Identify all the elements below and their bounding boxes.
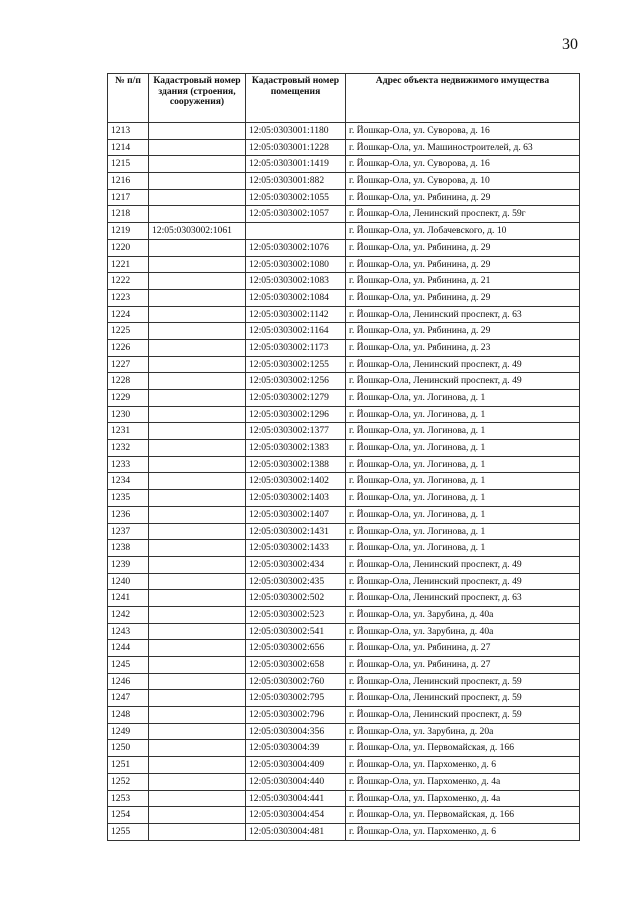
address-cell: г. Йошкар-Ола, ул. Логинова, д. 1 bbox=[346, 406, 580, 423]
building-cadastral-cell bbox=[149, 740, 246, 757]
room-cadastral-cell: 12:05:0303002:1057 bbox=[246, 206, 346, 223]
room-cadastral-cell: 12:05:0303002:1142 bbox=[246, 306, 346, 323]
row-number-cell: 1217 bbox=[108, 189, 149, 206]
address-cell: г. Йошкар-Ола, ул. Суворова, д. 16 bbox=[346, 156, 580, 173]
room-cadastral-cell: 12:05:0303002:541 bbox=[246, 623, 346, 640]
building-cadastral-cell bbox=[149, 406, 246, 423]
table-row bbox=[108, 807, 580, 824]
row-number-cell: 1215 bbox=[108, 156, 149, 173]
table-row bbox=[108, 707, 580, 724]
building-cadastral-cell bbox=[149, 206, 246, 223]
table-row bbox=[108, 690, 580, 707]
table-row bbox=[108, 123, 580, 140]
room-cadastral-cell: 12:05:0303002:1083 bbox=[246, 273, 346, 290]
table-row bbox=[108, 289, 580, 306]
address-cell: г. Йошкар-Ола, ул. Логинова, д. 1 bbox=[346, 506, 580, 523]
table-row bbox=[108, 757, 580, 774]
room-cadastral-cell: 12:05:0303002:656 bbox=[246, 640, 346, 657]
table-row bbox=[108, 189, 580, 206]
building-cadastral-cell bbox=[149, 673, 246, 690]
address-cell: г. Йошкар-Ола, ул. Рябинина, д. 21 bbox=[346, 273, 580, 290]
room-cadastral-cell: 12:05:0303002:1296 bbox=[246, 406, 346, 423]
address-cell: г. Йошкар-Ола, ул. Суворова, д. 16 bbox=[346, 123, 580, 140]
building-cadastral-cell bbox=[149, 456, 246, 473]
address-cell: г. Йошкар-Ола, ул. Логинова, д. 1 bbox=[346, 540, 580, 557]
address-cell: г. Йошкар-Ола, ул. Пархоменко, д. 6 bbox=[346, 823, 580, 840]
address-cell: г. Йошкар-Ола, ул. Рябинина, д. 29 bbox=[346, 289, 580, 306]
room-cadastral-cell: 12:05:0303002:795 bbox=[246, 690, 346, 707]
table-row bbox=[108, 356, 580, 373]
address-cell: г. Йошкар-Ола, Ленинский проспект, д. 63 bbox=[346, 590, 580, 607]
row-number-cell: 1244 bbox=[108, 640, 149, 657]
row-number-cell: 1231 bbox=[108, 423, 149, 440]
room-cadastral-cell: 12:05:0303002:1084 bbox=[246, 289, 346, 306]
address-cell: г. Йошкар-Ола, ул. Рябинина, д. 27 bbox=[346, 640, 580, 657]
address-cell: г. Йошкар-Ола, ул. Логинова, д. 1 bbox=[346, 523, 580, 540]
building-cadastral-cell bbox=[149, 723, 246, 740]
room-cadastral-cell: 12:05:0303002:1388 bbox=[246, 456, 346, 473]
row-number-cell: 1255 bbox=[108, 823, 149, 840]
row-number-cell: 1235 bbox=[108, 490, 149, 507]
row-number-cell: 1220 bbox=[108, 239, 149, 256]
row-number-cell: 1237 bbox=[108, 523, 149, 540]
room-cadastral-cell: 12:05:0303002:523 bbox=[246, 606, 346, 623]
room-cadastral-cell: 12:05:0303002:1407 bbox=[246, 506, 346, 523]
building-cadastral-cell bbox=[149, 339, 246, 356]
row-number-cell: 1233 bbox=[108, 456, 149, 473]
building-cadastral-cell bbox=[149, 239, 246, 256]
table-row bbox=[108, 657, 580, 674]
table-row bbox=[108, 273, 580, 290]
row-number-cell: 1236 bbox=[108, 506, 149, 523]
room-cadastral-cell: 12:05:0303002:1255 bbox=[246, 356, 346, 373]
table-row bbox=[108, 490, 580, 507]
room-cadastral-cell: 12:05:0303004:356 bbox=[246, 723, 346, 740]
address-cell: г. Йошкар-Ола, ул. Пархоменко, д. 6 bbox=[346, 757, 580, 774]
table-row bbox=[108, 306, 580, 323]
row-number-cell: 1230 bbox=[108, 406, 149, 423]
address-cell: г. Йошкар-Ола, ул. Пархоменко, д. 4а bbox=[346, 773, 580, 790]
address-cell: г. Йошкар-Ола, ул. Логинова, д. 1 bbox=[346, 473, 580, 490]
table-row bbox=[108, 423, 580, 440]
building-cadastral-cell bbox=[149, 573, 246, 590]
room-cadastral-cell: 12:05:0303002:1383 bbox=[246, 440, 346, 457]
address-cell: г. Йошкар-Ола, ул. Зарубина, д. 20а bbox=[346, 723, 580, 740]
table-row bbox=[108, 139, 580, 156]
address-cell: г. Йошкар-Ола, ул. Рябинина, д. 29 bbox=[346, 239, 580, 256]
table-row bbox=[108, 406, 580, 423]
building-cadastral-cell bbox=[149, 423, 246, 440]
row-number-cell: 1252 bbox=[108, 773, 149, 790]
room-cadastral-cell: 12:05:0303002:502 bbox=[246, 590, 346, 607]
row-number-cell: 1225 bbox=[108, 323, 149, 340]
table-row bbox=[108, 256, 580, 273]
address-cell: г. Йошкар-Ола, ул. Зарубина, д. 40а bbox=[346, 623, 580, 640]
room-cadastral-cell: 12:05:0303002:1402 bbox=[246, 473, 346, 490]
building-cadastral-cell bbox=[149, 590, 246, 607]
building-cadastral-cell bbox=[149, 523, 246, 540]
row-number-cell: 1222 bbox=[108, 273, 149, 290]
address-cell: г. Йошкар-Ола, Ленинский проспект, д. 49 bbox=[346, 573, 580, 590]
room-cadastral-cell: 12:05:0303001:882 bbox=[246, 173, 346, 190]
room-cadastral-cell: 12:05:0303004:454 bbox=[246, 807, 346, 824]
building-cadastral-cell bbox=[149, 123, 246, 140]
table-row bbox=[108, 373, 580, 390]
building-cadastral-cell bbox=[149, 139, 246, 156]
header-room-cadastral: Кадастровый номер помещения bbox=[246, 74, 346, 123]
room-cadastral-cell: 12:05:0303002:1431 bbox=[246, 523, 346, 540]
building-cadastral-cell bbox=[149, 356, 246, 373]
row-number-cell: 1213 bbox=[108, 123, 149, 140]
room-cadastral-cell: 12:05:0303002:434 bbox=[246, 556, 346, 573]
address-cell: г. Йошкар-Ола, ул. Логинова, д. 1 bbox=[346, 423, 580, 440]
address-cell: г. Йошкар-Ола, ул. Рябинина, д. 29 bbox=[346, 189, 580, 206]
table-row bbox=[108, 339, 580, 356]
room-cadastral-cell: 12:05:0303002:1377 bbox=[246, 423, 346, 440]
table-row bbox=[108, 640, 580, 657]
building-cadastral-cell bbox=[149, 757, 246, 774]
room-cadastral-cell: 12:05:0303002:1055 bbox=[246, 189, 346, 206]
row-number-cell: 1227 bbox=[108, 356, 149, 373]
table-row bbox=[108, 473, 580, 490]
table-row bbox=[108, 390, 580, 407]
building-cadastral-cell bbox=[149, 390, 246, 407]
building-cadastral-cell bbox=[149, 540, 246, 557]
row-number-cell: 1221 bbox=[108, 256, 149, 273]
address-cell: г. Йошкар-Ола, ул. Пархоменко, д. 4а bbox=[346, 790, 580, 807]
table-row bbox=[108, 540, 580, 557]
row-number-cell: 1254 bbox=[108, 807, 149, 824]
building-cadastral-cell bbox=[149, 773, 246, 790]
room-cadastral-cell: 12:05:0303002:435 bbox=[246, 573, 346, 590]
building-cadastral-cell bbox=[149, 707, 246, 724]
row-number-cell: 1214 bbox=[108, 139, 149, 156]
building-cadastral-cell bbox=[149, 506, 246, 523]
building-cadastral-cell bbox=[149, 606, 246, 623]
table-row bbox=[108, 223, 580, 240]
address-cell: г. Йошкар-Ола, ул. Логинова, д. 1 bbox=[346, 440, 580, 457]
address-cell: г. Йошкар-Ола, ул. Зарубина, д. 40а bbox=[346, 606, 580, 623]
building-cadastral-cell bbox=[149, 306, 246, 323]
building-cadastral-cell bbox=[149, 256, 246, 273]
address-cell: г. Йошкар-Ола, ул. Рябинина, д. 29 bbox=[346, 256, 580, 273]
table-row bbox=[108, 790, 580, 807]
table-row bbox=[108, 323, 580, 340]
building-cadastral-cell bbox=[149, 657, 246, 674]
table-row bbox=[108, 556, 580, 573]
row-number-cell: 1234 bbox=[108, 473, 149, 490]
address-cell: г. Йошкар-Ола, ул. Лобачевского, д. 10 bbox=[346, 223, 580, 240]
row-number-cell: 1248 bbox=[108, 707, 149, 724]
building-cadastral-cell bbox=[149, 273, 246, 290]
building-cadastral-cell bbox=[149, 173, 246, 190]
table-row bbox=[108, 440, 580, 457]
address-cell: г. Йошкар-Ола, Ленинский проспект, д. 49 bbox=[346, 556, 580, 573]
table-row bbox=[108, 523, 580, 540]
address-cell: г. Йошкар-Ола, ул. Логинова, д. 1 bbox=[346, 390, 580, 407]
room-cadastral-cell: 12:05:0303002:1279 bbox=[246, 390, 346, 407]
header-num: № п/п bbox=[108, 74, 149, 123]
address-cell: г. Йошкар-Ола, Ленинский проспект, д. 59 bbox=[346, 690, 580, 707]
row-number-cell: 1246 bbox=[108, 673, 149, 690]
page-number: 30 bbox=[562, 36, 578, 53]
header-address: Адрес объекта недвижимого имущества bbox=[346, 74, 580, 123]
building-cadastral-cell bbox=[149, 690, 246, 707]
building-cadastral-cell bbox=[149, 289, 246, 306]
property-registry-table bbox=[107, 73, 580, 841]
address-cell: г. Йошкар-Ола, ул. Логинова, д. 1 bbox=[346, 490, 580, 507]
building-cadastral-cell bbox=[149, 156, 246, 173]
table-row bbox=[108, 823, 580, 840]
building-cadastral-cell bbox=[149, 823, 246, 840]
table-row bbox=[108, 623, 580, 640]
address-cell: г. Йошкар-Ола, Ленинский проспект, д. 59г bbox=[346, 206, 580, 223]
row-number-cell: 1251 bbox=[108, 757, 149, 774]
building-cadastral-cell bbox=[149, 556, 246, 573]
row-number-cell: 1223 bbox=[108, 289, 149, 306]
building-cadastral-cell bbox=[149, 189, 246, 206]
address-cell: г. Йошкар-Ола, Ленинский проспект, д. 49 bbox=[346, 356, 580, 373]
address-cell: г. Йошкар-Ола, Ленинский проспект, д. 49 bbox=[346, 373, 580, 390]
building-cadastral-cell bbox=[149, 473, 246, 490]
row-number-cell: 1228 bbox=[108, 373, 149, 390]
address-cell: г. Йошкар-Ола, ул. Рябинина, д. 27 bbox=[346, 657, 580, 674]
table-row bbox=[108, 606, 580, 623]
row-number-cell: 1240 bbox=[108, 573, 149, 590]
table-row bbox=[108, 456, 580, 473]
table-row bbox=[108, 573, 580, 590]
address-cell: г. Йошкар-Ола, Ленинский проспект, д. 59 bbox=[346, 707, 580, 724]
room-cadastral-cell: 12:05:0303002:1076 bbox=[246, 239, 346, 256]
room-cadastral-cell: 12:05:0303004:441 bbox=[246, 790, 346, 807]
table-row bbox=[108, 773, 580, 790]
address-cell: г. Йошкар-Ола, ул. Логинова, д. 1 bbox=[346, 456, 580, 473]
room-cadastral-cell: 12:05:0303004:409 bbox=[246, 757, 346, 774]
row-number-cell: 1238 bbox=[108, 540, 149, 557]
room-cadastral-cell: 12:05:0303002:1433 bbox=[246, 540, 346, 557]
building-cadastral-cell: 12:05:0303002:1061 bbox=[149, 223, 246, 240]
row-number-cell: 1218 bbox=[108, 206, 149, 223]
building-cadastral-cell bbox=[149, 373, 246, 390]
row-number-cell: 1216 bbox=[108, 173, 149, 190]
row-number-cell: 1241 bbox=[108, 590, 149, 607]
building-cadastral-cell bbox=[149, 323, 246, 340]
row-number-cell: 1239 bbox=[108, 556, 149, 573]
address-cell: г. Йошкар-Ола, Ленинский проспект, д. 59 bbox=[346, 673, 580, 690]
building-cadastral-cell bbox=[149, 623, 246, 640]
room-cadastral-cell: 12:05:0303002:760 bbox=[246, 673, 346, 690]
room-cadastral-cell: 12:05:0303001:1419 bbox=[246, 156, 346, 173]
room-cadastral-cell: 12:05:0303002:658 bbox=[246, 657, 346, 674]
building-cadastral-cell bbox=[149, 790, 246, 807]
room-cadastral-cell: 12:05:0303001:1228 bbox=[246, 139, 346, 156]
row-number-cell: 1249 bbox=[108, 723, 149, 740]
address-cell: г. Йошкар-Ола, ул. Рябинина, д. 29 bbox=[346, 323, 580, 340]
address-cell: г. Йошкар-Ола, ул. Первомайская, д. 166 bbox=[346, 740, 580, 757]
table-header-row bbox=[108, 74, 580, 123]
table-row bbox=[108, 239, 580, 256]
table-row bbox=[108, 673, 580, 690]
row-number-cell: 1219 bbox=[108, 223, 149, 240]
table-row bbox=[108, 156, 580, 173]
room-cadastral-cell: 12:05:0303002:1256 bbox=[246, 373, 346, 390]
table-body bbox=[108, 123, 580, 841]
building-cadastral-cell bbox=[149, 807, 246, 824]
building-cadastral-cell bbox=[149, 440, 246, 457]
address-cell: г. Йошкар-Ола, Ленинский проспект, д. 63 bbox=[346, 306, 580, 323]
row-number-cell: 1242 bbox=[108, 606, 149, 623]
row-number-cell: 1253 bbox=[108, 790, 149, 807]
address-cell: г. Йошкар-Ола, ул. Рябинина, д. 23 bbox=[346, 339, 580, 356]
room-cadastral-cell: 12:05:0303002:796 bbox=[246, 707, 346, 724]
row-number-cell: 1224 bbox=[108, 306, 149, 323]
row-number-cell: 1229 bbox=[108, 390, 149, 407]
table-row bbox=[108, 740, 580, 757]
address-cell: г. Йошкар-Ола, ул. Первомайская, д. 166 bbox=[346, 807, 580, 824]
building-cadastral-cell bbox=[149, 640, 246, 657]
room-cadastral-cell: 12:05:0303002:1164 bbox=[246, 323, 346, 340]
room-cadastral-cell: 12:05:0303004:481 bbox=[246, 823, 346, 840]
row-number-cell: 1243 bbox=[108, 623, 149, 640]
table-row bbox=[108, 723, 580, 740]
header-building-cadastral: Кадастровый номер здания (строения, сооружения) bbox=[149, 74, 246, 123]
room-cadastral-cell: 12:05:0303004:39 bbox=[246, 740, 346, 757]
room-cadastral-cell bbox=[246, 223, 346, 240]
room-cadastral-cell: 12:05:0303002:1403 bbox=[246, 490, 346, 507]
address-cell: г. Йошкар-Ола, ул. Машиностроителей, д. 63 bbox=[346, 139, 580, 156]
table-row bbox=[108, 506, 580, 523]
room-cadastral-cell: 12:05:0303002:1080 bbox=[246, 256, 346, 273]
row-number-cell: 1247 bbox=[108, 690, 149, 707]
address-cell: г. Йошкар-Ола, ул. Суворова, д. 10 bbox=[346, 173, 580, 190]
row-number-cell: 1245 bbox=[108, 657, 149, 674]
room-cadastral-cell: 12:05:0303004:440 bbox=[246, 773, 346, 790]
table-row bbox=[108, 173, 580, 190]
row-number-cell: 1226 bbox=[108, 339, 149, 356]
table-row bbox=[108, 206, 580, 223]
room-cadastral-cell: 12:05:0303002:1173 bbox=[246, 339, 346, 356]
building-cadastral-cell bbox=[149, 490, 246, 507]
row-number-cell: 1250 bbox=[108, 740, 149, 757]
room-cadastral-cell: 12:05:0303001:1180 bbox=[246, 123, 346, 140]
row-number-cell: 1232 bbox=[108, 440, 149, 457]
table-row bbox=[108, 590, 580, 607]
